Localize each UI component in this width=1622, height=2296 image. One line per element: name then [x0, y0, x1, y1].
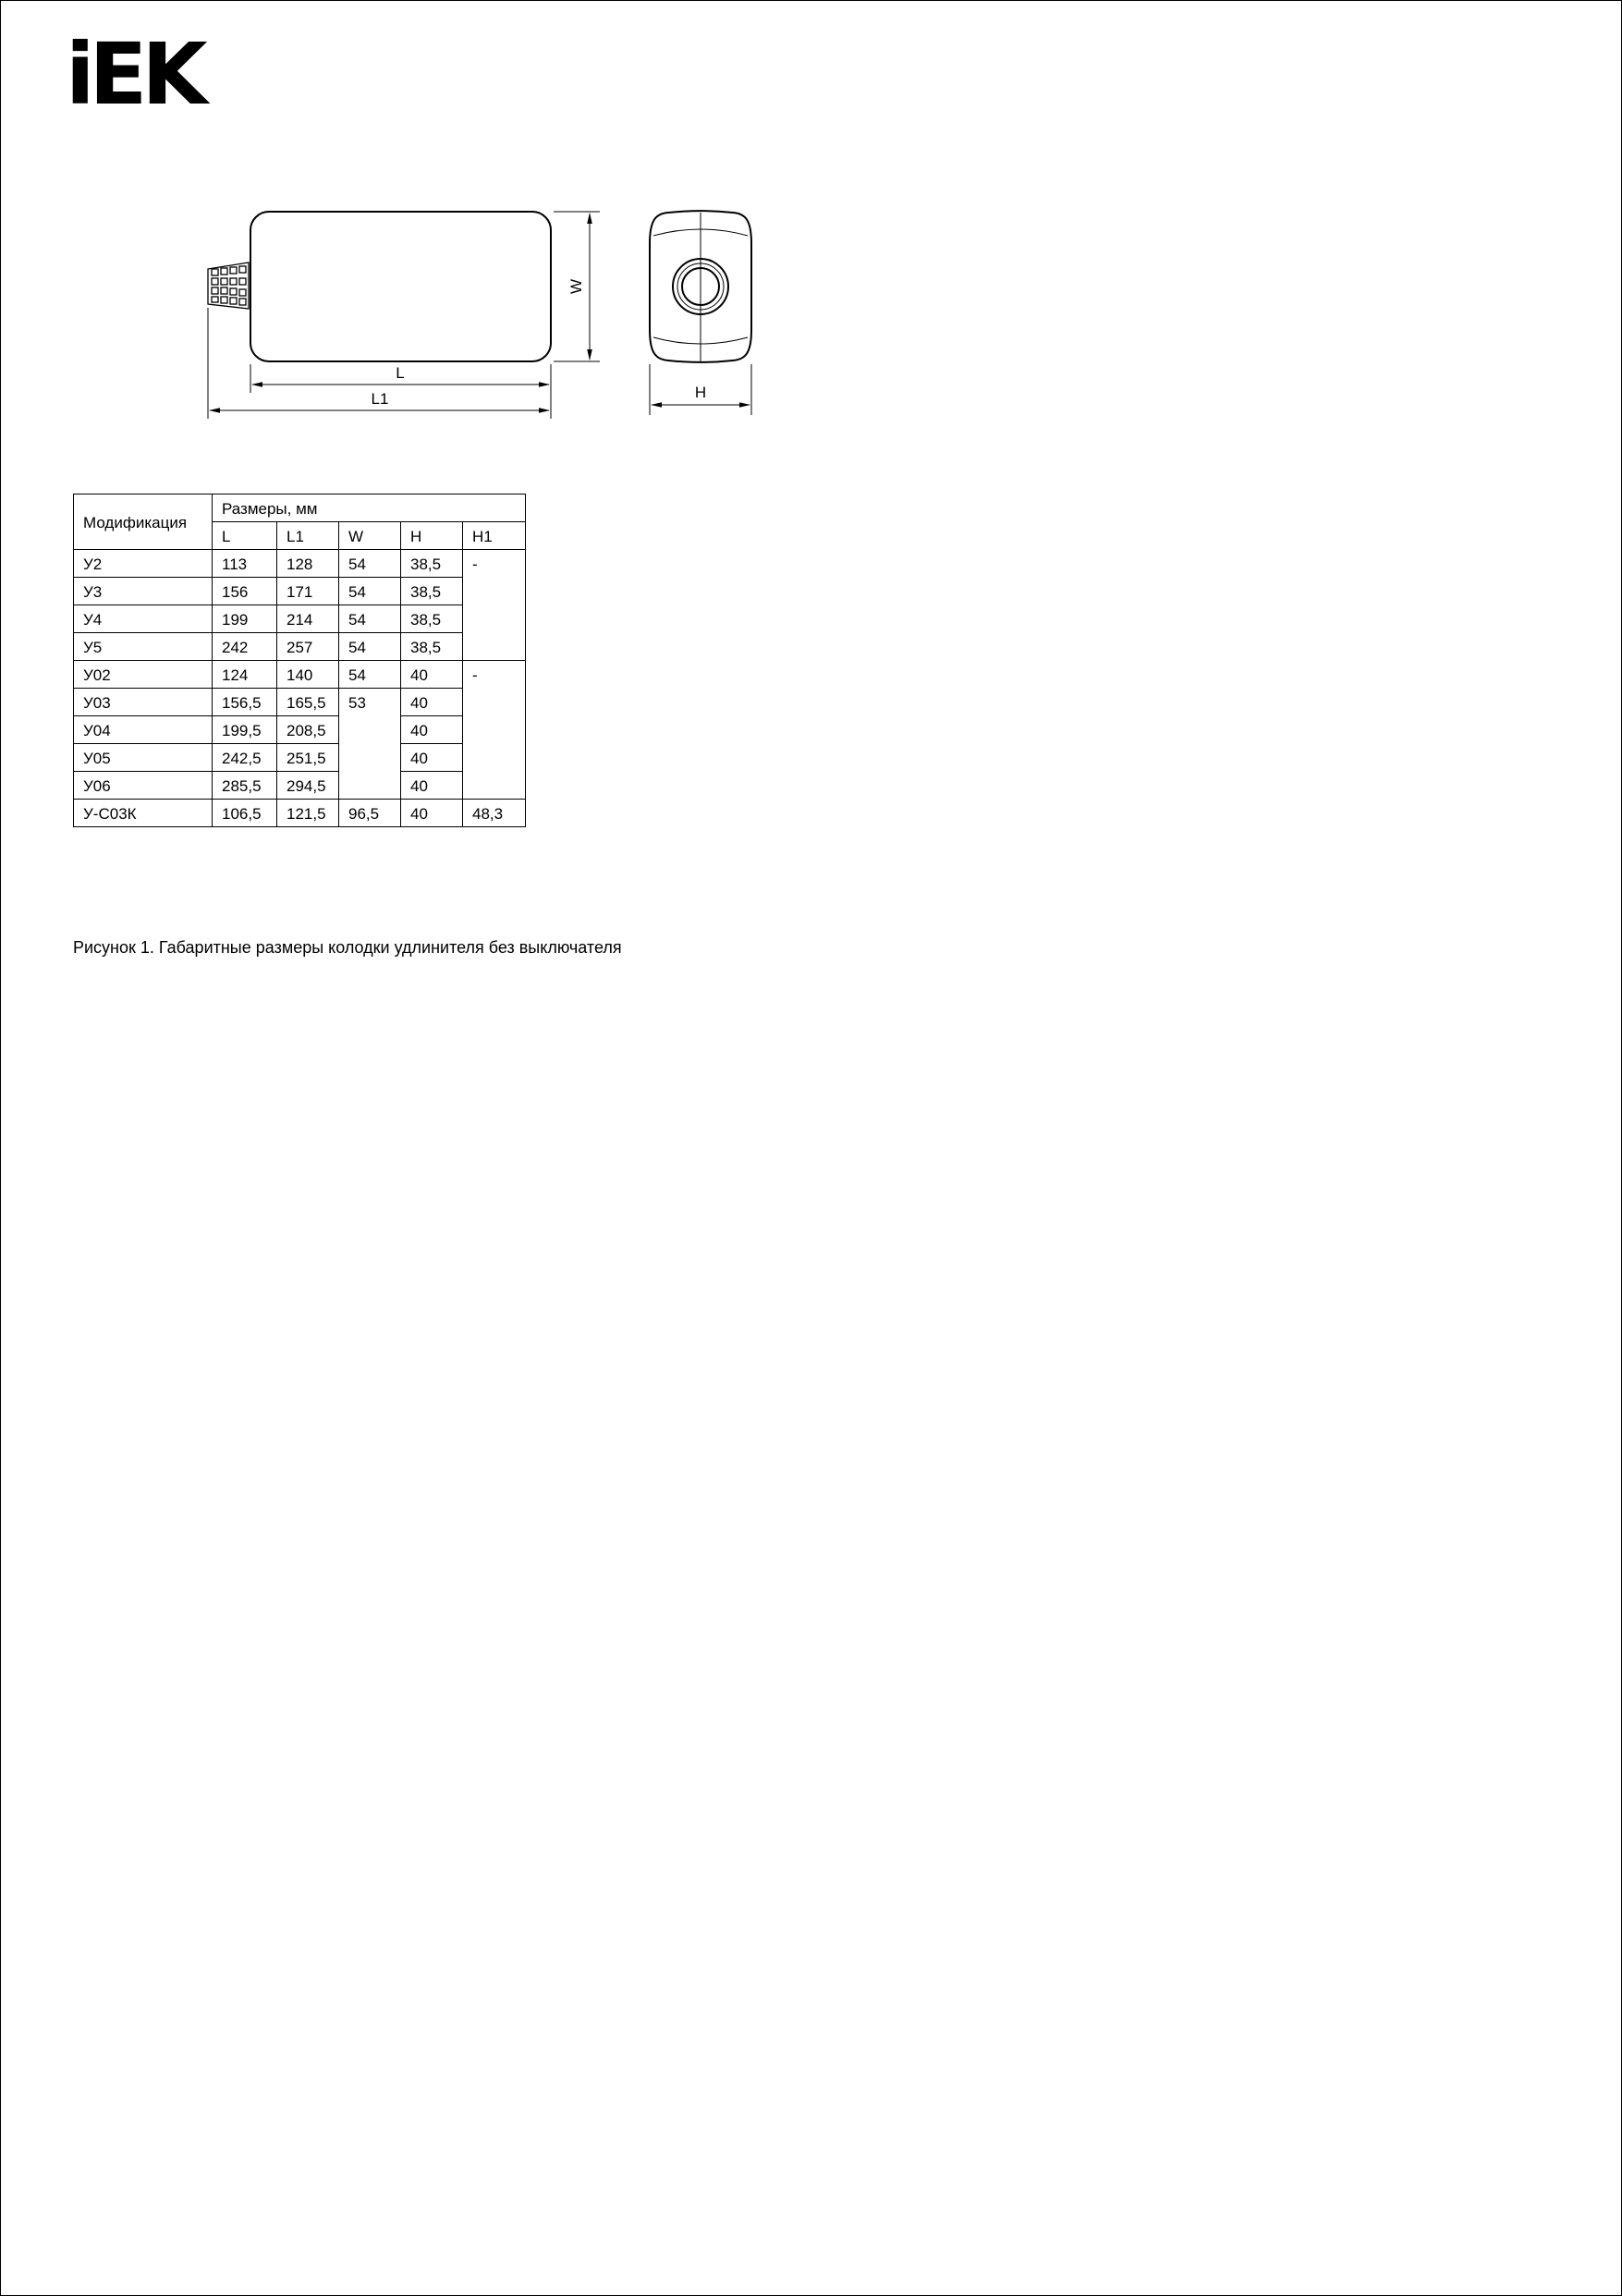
header-col-w: W — [339, 522, 401, 550]
dim-label-w: W — [567, 278, 585, 295]
cell-modification: У3 — [74, 578, 213, 605]
cell-l: 199,5 — [213, 716, 277, 744]
cell-h1: 48,3 — [463, 800, 526, 827]
cell-l1: 294,5 — [277, 772, 339, 800]
cell-modification: У05 — [74, 744, 213, 772]
header-col-h: H — [401, 522, 463, 550]
table-row — [74, 661, 526, 689]
cell-w: 53 — [339, 689, 401, 800]
cell-w: 54 — [339, 661, 401, 689]
cell-h: 38,5 — [401, 578, 463, 605]
header-modification: Модификация — [74, 495, 213, 550]
table-row — [74, 689, 526, 716]
cell-l: 156 — [213, 578, 277, 605]
cell-l: 124 — [213, 661, 277, 689]
table-header-row-1 — [74, 495, 526, 522]
figure-caption: Рисунок 1. Габаритные размеры колодки удлинителя без выключателя — [73, 938, 622, 957]
cell-l1: 214 — [277, 605, 339, 633]
cell-modification: У02 — [74, 661, 213, 689]
header-dimensions-group: Размеры, мм — [213, 495, 526, 522]
cell-h: 38,5 — [401, 550, 463, 578]
cell-h: 40 — [401, 744, 463, 772]
cell-modification: У04 — [74, 716, 213, 744]
cell-w: 54 — [339, 633, 401, 661]
header-col-l1: L1 — [277, 522, 339, 550]
header-col-h1: H1 — [463, 522, 526, 550]
cell-h: 40 — [401, 772, 463, 800]
cell-l: 242 — [213, 633, 277, 661]
table-row — [74, 550, 526, 578]
cell-l: 242,5 — [213, 744, 277, 772]
cell-l1: 251,5 — [277, 744, 339, 772]
cell-h: 40 — [401, 689, 463, 716]
cell-l: 106,5 — [213, 800, 277, 827]
cell-l1: 128 — [277, 550, 339, 578]
cell-h: 40 — [401, 716, 463, 744]
cell-modification: У-С03К — [74, 800, 213, 827]
cell-l1: 257 — [277, 633, 339, 661]
cell-l: 199 — [213, 605, 277, 633]
cell-h: 40 — [401, 800, 463, 827]
cell-l1: 171 — [277, 578, 339, 605]
table-row — [74, 800, 526, 827]
cell-modification: У06 — [74, 772, 213, 800]
cell-w: 54 — [339, 578, 401, 605]
cell-h: 38,5 — [401, 633, 463, 661]
extension-block-body — [250, 212, 551, 361]
cell-h1: - — [463, 550, 526, 661]
dim-label-l1: L1 — [371, 390, 389, 408]
cell-l: 285,5 — [213, 772, 277, 800]
cell-h1: - — [463, 661, 526, 800]
table-row — [74, 716, 526, 744]
header-col-l: L — [213, 522, 277, 550]
dim-label-h: H — [694, 384, 707, 401]
cell-modification: У2 — [74, 550, 213, 578]
cell-l1: 165,5 — [277, 689, 339, 716]
cell-w: 54 — [339, 605, 401, 633]
iek-logo: iEK — [66, 25, 202, 124]
end-view — [650, 211, 751, 362]
cell-l: 113 — [213, 550, 277, 578]
table-row — [74, 633, 526, 661]
cell-w: 96,5 — [339, 800, 401, 827]
cable-gland — [208, 263, 249, 309]
cell-l: 156,5 — [213, 689, 277, 716]
cell-h: 40 — [401, 661, 463, 689]
dim-label-l: L — [396, 364, 405, 382]
side-view — [208, 212, 551, 361]
cell-l1: 121,5 — [277, 800, 339, 827]
cell-w: 54 — [339, 550, 401, 578]
cell-modification: У03 — [74, 689, 213, 716]
cell-l1: 208,5 — [277, 716, 339, 744]
cell-l1: 140 — [277, 661, 339, 689]
cell-h: 38,5 — [401, 605, 463, 633]
table-row — [74, 744, 526, 772]
table-row — [74, 605, 526, 633]
cell-modification: У5 — [74, 633, 213, 661]
cell-modification: У4 — [74, 605, 213, 633]
dimension-drawing — [1, 1, 1622, 482]
table-row — [74, 578, 526, 605]
dimensions-table — [73, 494, 526, 827]
table-row — [74, 772, 526, 800]
